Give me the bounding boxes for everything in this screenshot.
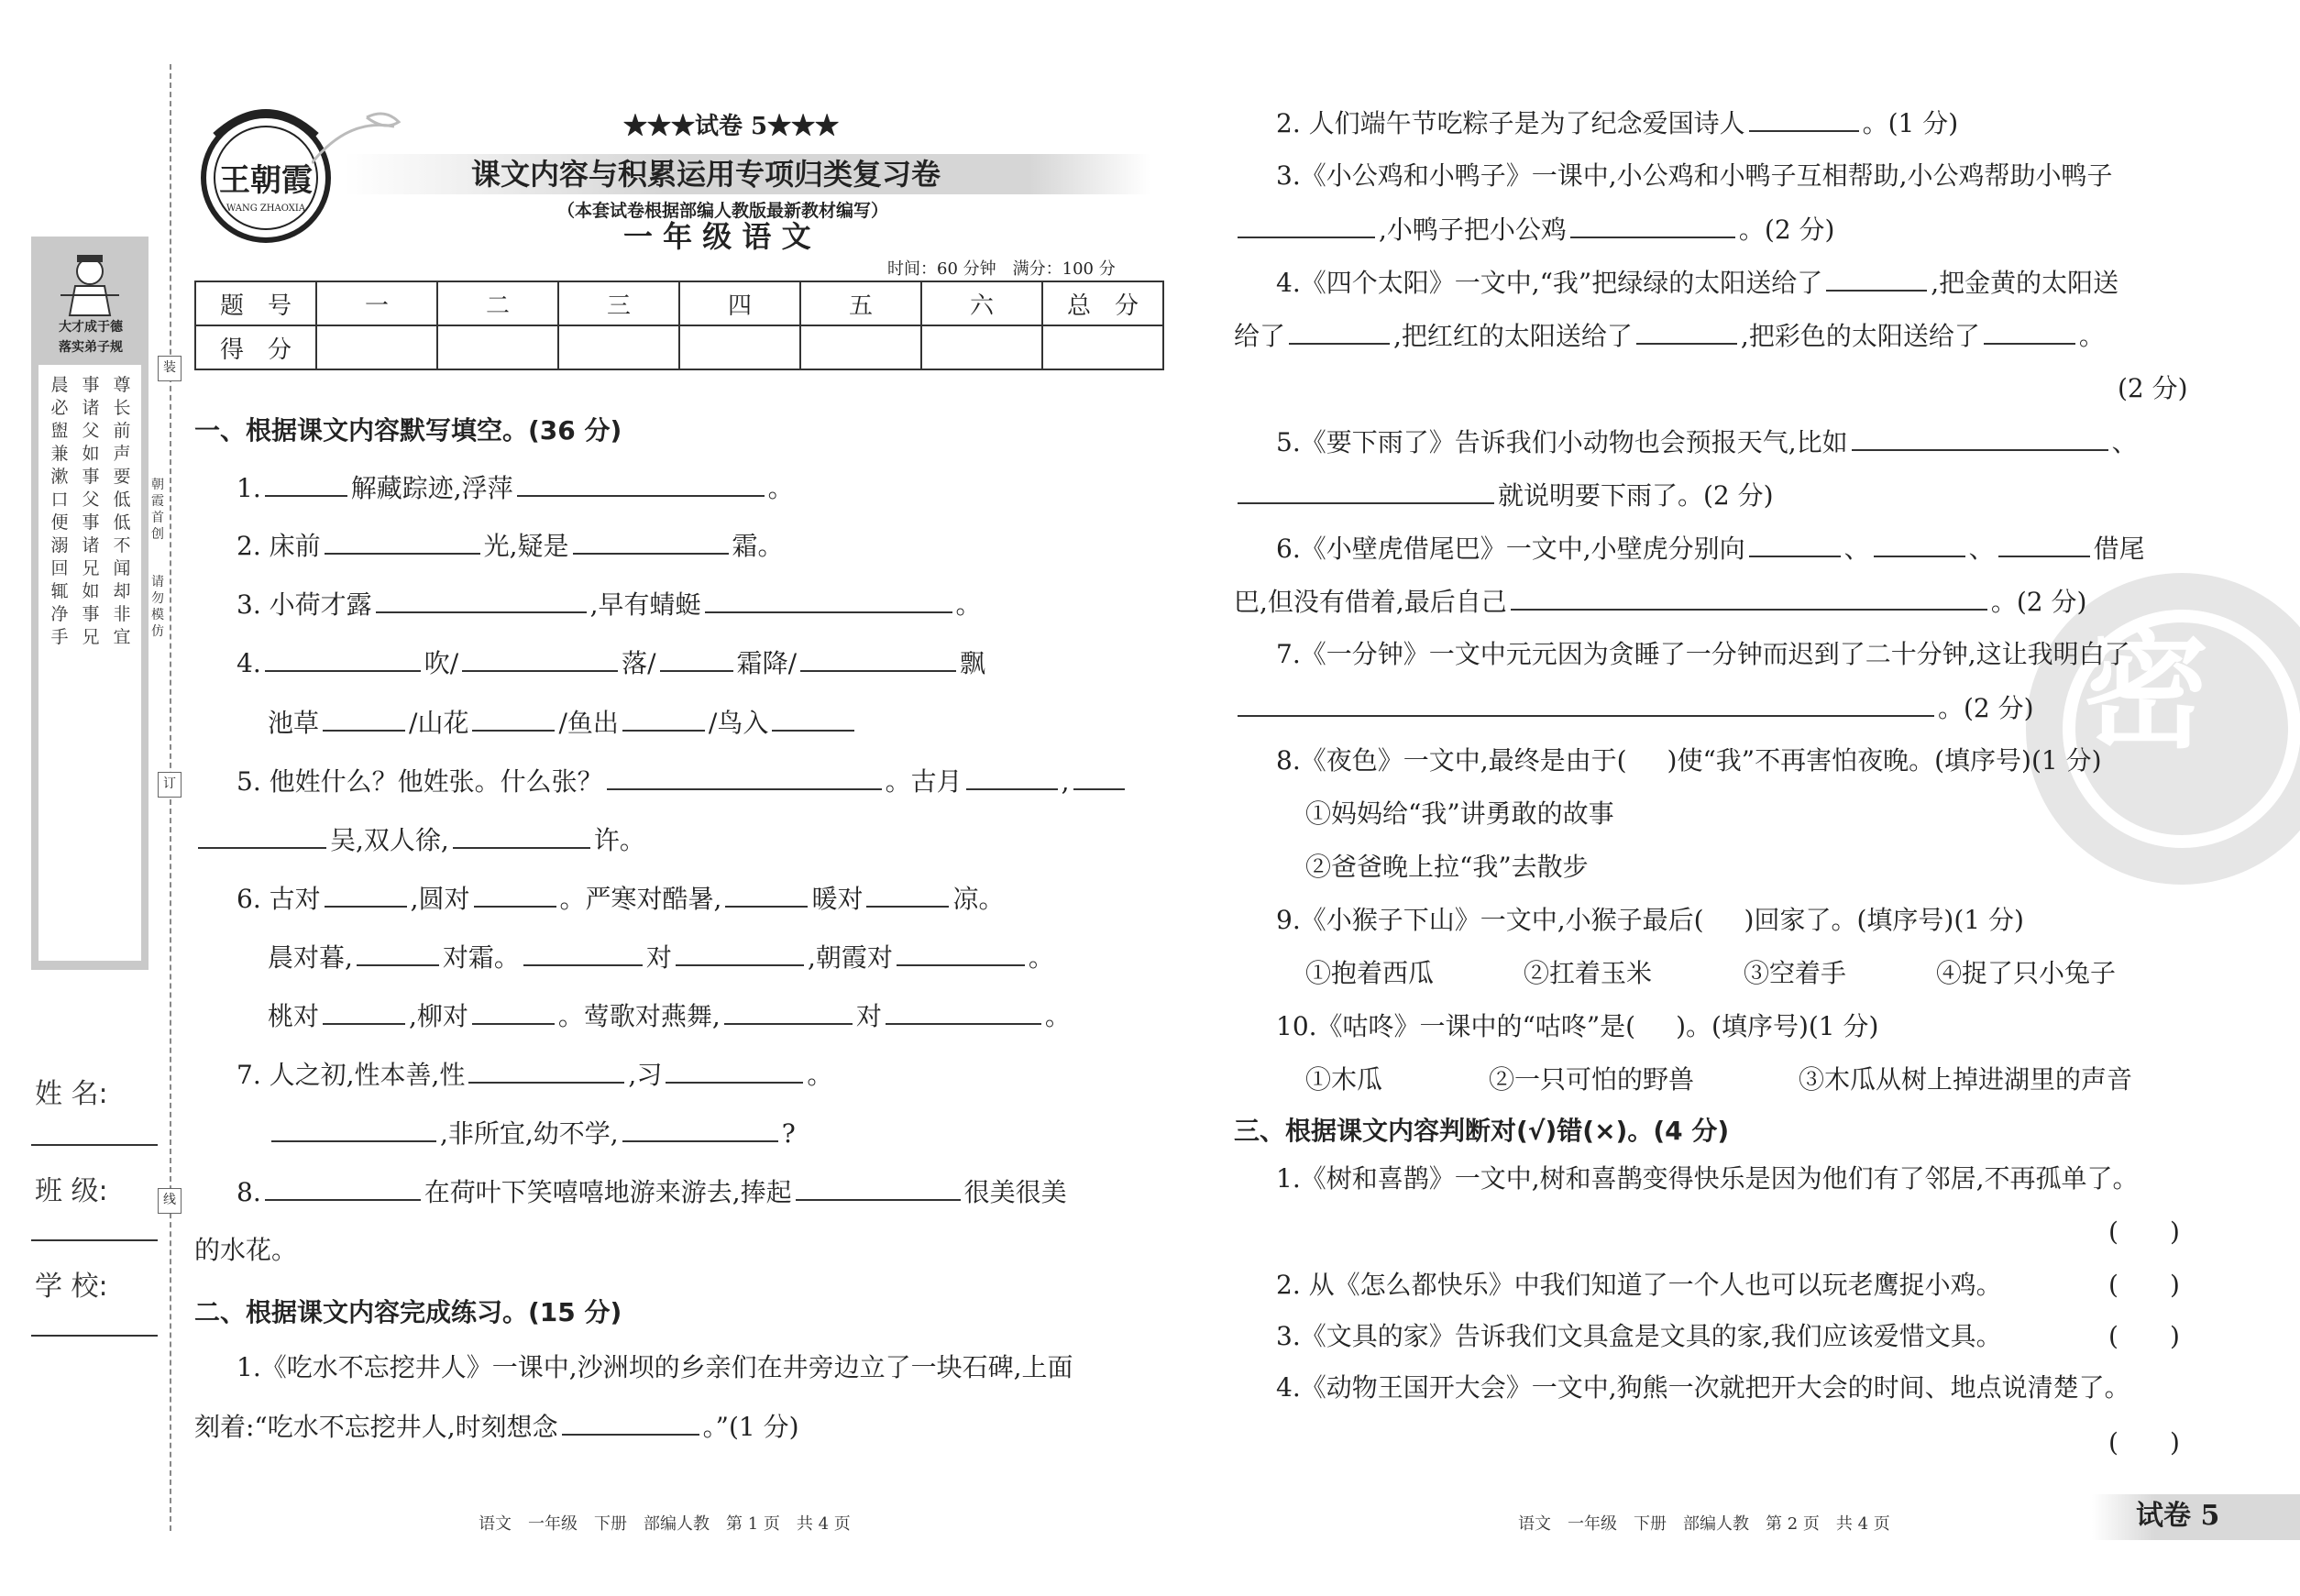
question-1-6-cont-2 <box>268 999 1071 1033</box>
question-2-3-cont <box>1234 213 1834 247</box>
score-table-header: 一 <box>316 281 437 325</box>
answer-blank[interactable] <box>724 999 853 1025</box>
answer-blank[interactable] <box>323 706 405 732</box>
q-text: 、 <box>2111 427 2138 457</box>
question-2-10 <box>1276 1010 1878 1043</box>
q-text: 飘 <box>960 648 986 678</box>
q-text: 。 <box>955 589 982 620</box>
q-text: 解藏踪迹,浮萍 <box>350 473 513 503</box>
footer-left: 语文 一年级 下册 部编人教 第 1 页 共 4 页 <box>479 1514 851 1534</box>
answer-blank[interactable] <box>866 882 949 908</box>
paper-number: ★★★试卷 5★★★ <box>623 113 840 140</box>
q-text: ,圆对 <box>410 884 470 914</box>
q-text: 9.《小猴子下山》一文中,小猴子最后( <box>1276 905 1704 935</box>
q-text: 给了 <box>1234 321 1286 351</box>
score-cell[interactable] <box>800 325 921 369</box>
q-text: 光,疑是 <box>483 531 569 561</box>
q-text: 对 <box>645 942 672 973</box>
question-2-8-option-1: ①妈妈给“我”讲勇敢的故事 <box>1305 798 1614 829</box>
q-text: 桃对 <box>268 1001 320 1031</box>
answer-blank[interactable] <box>772 706 854 732</box>
q-text: 。”(1 分) <box>702 1412 799 1442</box>
question-2-9-option-1: ①抱着西瓜 <box>1305 958 1435 988</box>
score-table <box>194 281 1164 370</box>
score-cell[interactable] <box>679 325 800 369</box>
question-1-5-cont <box>194 823 645 857</box>
school-label: 学 校: <box>35 1271 108 1303</box>
answer-blank[interactable] <box>265 471 347 497</box>
question-1-1 <box>237 471 794 505</box>
scholar-figure-icon <box>53 244 127 317</box>
question-2-7-cont <box>1234 691 2034 725</box>
paper-subtitle: （本套试卷根据部编人教版最新教材编写） <box>557 201 889 221</box>
q-text: ,小鸭子把小公鸡 <box>1379 215 1567 245</box>
question-2-4-score: (2 分) <box>2118 373 2188 403</box>
proverb-column: 晨必盥兼漱口便溺回辄净手 <box>50 375 69 647</box>
q-text: 。(2 分) <box>1938 693 2034 723</box>
answer-blank[interactable] <box>265 646 421 672</box>
section-3-title: 三、根据课文内容判断对(√)错(×)。(4 分) <box>1234 1116 1730 1146</box>
q-text: 3. 小荷才露 <box>237 589 372 620</box>
paren-left: ( <box>2108 1216 2118 1247</box>
answer-blank[interactable] <box>1826 266 1927 292</box>
q-text: )使“我”不再害怕夜晚。(填序号)(1 分) <box>1667 745 2102 776</box>
q-text: 落/ <box>622 648 656 678</box>
answer-blank[interactable] <box>1984 319 2075 345</box>
q-text: 霜降/ <box>736 648 798 678</box>
q-text: 5. 他姓什么？他姓张。什么张？ <box>237 766 603 797</box>
q-text: 晨对暮, <box>268 942 353 973</box>
answer-blank[interactable] <box>796 1175 961 1201</box>
answer-blank[interactable] <box>705 588 952 613</box>
q-text: 借尾 <box>2093 534 2145 564</box>
question-2-9 <box>1276 904 2024 937</box>
question-2-8 <box>1276 744 2102 777</box>
q-text: 4.《四个太阳》一文中,“我”把绿绿的太阳送给了 <box>1276 268 1823 298</box>
q-text: 。 <box>807 1060 833 1090</box>
sidebar-proverb-panel <box>39 365 141 961</box>
paren-right: ) <box>2169 1270 2180 1300</box>
answer-blank[interactable] <box>1998 532 2090 557</box>
q-text: ,柳对 <box>409 1001 468 1031</box>
logo-subtext: WANG ZHAOXIA <box>226 204 306 214</box>
q-text: ,把红红的太阳送给了 <box>1393 321 1633 351</box>
q-text: 霜。 <box>732 531 784 561</box>
answer-blank[interactable] <box>265 1175 421 1201</box>
q-text: 。 <box>767 473 794 503</box>
question-2-4-cont <box>1234 319 2105 353</box>
q-text: 。(2 分) <box>1990 587 2087 617</box>
vertical-note-2: 请勿模仿 <box>151 575 164 639</box>
question-1-4 <box>237 646 985 680</box>
section-2-title: 二、根据课文内容完成练习。(15 分) <box>194 1297 622 1327</box>
answer-blank[interactable] <box>1238 691 1934 717</box>
sidebar-motto-2: 落实弟子规 <box>59 340 123 355</box>
page-tab-label: 试卷 5 <box>2136 1500 2220 1532</box>
question-1-5 <box>237 765 1128 798</box>
answer-blank[interactable] <box>607 765 882 790</box>
class-label: 班 级: <box>35 1175 108 1207</box>
answer-blank[interactable] <box>666 1058 803 1084</box>
paren-left: ( <box>2108 1270 2118 1300</box>
q-text: /山花 <box>409 708 469 738</box>
answer-blank[interactable] <box>1749 532 1841 557</box>
answer-blank[interactable] <box>271 1117 436 1142</box>
sidebar-proverb-strip <box>31 237 149 970</box>
q-text: 8. <box>237 1177 261 1207</box>
q-text: , <box>1061 766 1070 797</box>
q-text: 对霜。 <box>442 942 520 973</box>
answer-blank[interactable] <box>573 529 729 555</box>
confidential-stamp <box>2026 573 2300 885</box>
question-3-2: 2. 从《怎么都快乐》中我们知道了一个人也可以玩老鹰捉小鸡。 <box>1276 1270 2002 1300</box>
answer-blank[interactable] <box>1636 319 1737 345</box>
q-text: 很美很美 <box>963 1177 1067 1207</box>
score-table-row-label: 得 分 <box>195 325 316 369</box>
name-field[interactable] <box>31 1144 158 1146</box>
q-text: 。 <box>1044 1001 1071 1031</box>
answer-blank[interactable] <box>472 706 555 732</box>
question-2-10-option-3: ③木瓜从树上掉进湖里的声音 <box>1799 1064 2133 1095</box>
judge-paren[interactable] <box>2108 1320 2180 1353</box>
paren-left: ( <box>2108 1427 2118 1458</box>
score-table-header: 二 <box>437 281 558 325</box>
question-3-4: 4.《动物王国开大会》一文中,狗熊一次就把开大会的时间、地点说清楚了。 <box>1276 1372 2130 1403</box>
q-text: 1. <box>237 473 261 503</box>
q-text: 6.《小壁虎借尾巴》一文中,小壁虎分别向 <box>1276 534 1745 564</box>
q-text: 巴,但没有借着,最后自己 <box>1234 587 1507 617</box>
paren-right: ) <box>2169 1216 2180 1247</box>
q-text: ,把金黄的太阳送 <box>1931 268 2119 298</box>
question-2-9-option-2: ②扛着玉米 <box>1524 958 1653 988</box>
question-2-2 <box>1276 106 1958 140</box>
answer-blank[interactable] <box>966 765 1058 790</box>
q-text: 许。 <box>593 825 645 855</box>
question-2-6 <box>1276 532 2145 566</box>
paper-title: 课文内容与积累运用专项归类复习卷 <box>471 157 941 192</box>
q-text: 、 <box>1843 534 1870 564</box>
grade-subject: 一 年 级 语 文 <box>623 219 811 254</box>
question-1-7 <box>237 1058 832 1092</box>
q-text: 暖对 <box>811 884 864 914</box>
answer-blank[interactable] <box>517 471 765 497</box>
question-3-3: 3.《文具的家》告诉我们文具盒是文具的家,我们应该爱惜文具。 <box>1276 1321 2002 1351</box>
q-text: /鸟入 <box>708 708 769 738</box>
question-2-5-cont <box>1234 479 1774 512</box>
answer-blank[interactable] <box>660 646 733 672</box>
score-cell[interactable] <box>437 325 558 369</box>
score-cell[interactable] <box>1042 325 1163 369</box>
q-text: 池草 <box>268 708 320 738</box>
answer-blank[interactable] <box>198 823 326 849</box>
answer-blank[interactable] <box>376 588 587 613</box>
answer-blank[interactable] <box>622 706 705 732</box>
name-label: 姓 名: <box>35 1078 108 1110</box>
stamp-character: 密 <box>2081 617 2210 766</box>
answer-blank[interactable] <box>800 646 956 672</box>
class-field[interactable] <box>31 1239 158 1241</box>
q-text: 5.《要下雨了》告诉我们小动物也会预报天气,比如 <box>1276 427 1848 457</box>
answer-blank[interactable] <box>622 1117 778 1142</box>
question-2-4 <box>1276 266 2118 300</box>
answer-blank[interactable] <box>325 529 480 555</box>
q-text: 刻着:“吃水不忘挖井人,时刻想念 <box>194 1412 558 1442</box>
q-text: )回家了。(填序号)(1 分) <box>1744 905 2024 935</box>
answer-blank[interactable] <box>474 882 556 908</box>
q-text: 吴,双人徐, <box>330 825 449 855</box>
question-2-5 <box>1276 425 2138 459</box>
score-table-header: 五 <box>800 281 921 325</box>
question-2-6-cont <box>1234 585 2086 619</box>
proverb-column: 事诸父如事父事诸兄如事兄 <box>82 375 100 647</box>
answer-blank[interactable] <box>1874 532 1965 557</box>
q-text: 。(2 分) <box>1738 215 1835 245</box>
question-2-10-option-2: ②一只可怕的野兽 <box>1489 1064 1695 1095</box>
q-text: /鱼出 <box>558 708 619 738</box>
answer-blank[interactable] <box>1238 479 1494 504</box>
judge-paren[interactable] <box>2108 1426 2180 1459</box>
sidebar-motto-1: 大才成于德 <box>59 320 123 335</box>
q-text: 10.《咕咚》一课中的“咕咚”是( <box>1276 1011 1636 1041</box>
vertical-note-1: 朝霞首创 <box>151 478 164 542</box>
answer-blank[interactable] <box>1570 213 1735 238</box>
answer-blank[interactable] <box>453 823 590 849</box>
q-text: ,习 <box>628 1060 663 1090</box>
question-1-7-cont <box>268 1117 796 1150</box>
answer-blank[interactable] <box>357 941 439 966</box>
bind-mark-zhuang: 装 <box>158 356 182 381</box>
answer-blank[interactable] <box>472 999 555 1025</box>
question-3-1: 1.《树和喜鹊》一文中,树和喜鹊变得快乐是因为他们有了邻居,不再孤单了。 <box>1276 1163 2139 1194</box>
question-1-2 <box>237 529 784 563</box>
question-2-7: 7.《一分钟》一文中元元因为贪睡了一分钟而迟到了二十分钟,这让我明白了 <box>1276 639 2130 669</box>
score-cell[interactable] <box>921 325 1042 369</box>
bind-mark-ding: 订 <box>158 772 182 798</box>
answer-blank[interactable] <box>462 646 618 672</box>
q-text: 。(1 分) <box>1862 108 1959 138</box>
binding-dashed-line <box>170 64 171 1531</box>
q-text: 凉。 <box>952 884 1005 914</box>
q-text: ,把彩色的太阳送给了 <box>1740 321 1980 351</box>
q-text: 。古月 <box>885 766 963 797</box>
score-cell[interactable] <box>316 325 437 369</box>
q-text: 6. 古对 <box>237 884 321 914</box>
question-2-1-cont <box>194 1410 799 1444</box>
question-2-1: 1.《吃水不忘挖井人》一课中,沙洲坝的乡亲们在井旁边立了一块石碑,上面 <box>237 1352 1073 1382</box>
answer-blank[interactable] <box>1073 765 1125 790</box>
q-text: 2. 人们端午节吃粽子是为了纪念爱国诗人 <box>1276 108 1745 138</box>
school-field[interactable] <box>31 1335 158 1337</box>
q-text: 就说明要下雨了。(2 分) <box>1498 480 1774 511</box>
q-text: ? <box>781 1118 796 1149</box>
question-2-10-option-1: ①木瓜 <box>1305 1064 1383 1095</box>
answer-blank[interactable] <box>468 1058 624 1084</box>
q-text: )。(填序号)(1 分) <box>1676 1011 1879 1041</box>
q-text: 7. 人之初,性本善,性 <box>237 1060 466 1090</box>
q-text: 。 <box>1028 942 1054 973</box>
q-text: 、 <box>1968 534 1995 564</box>
paren-right: ) <box>2169 1321 2180 1351</box>
answer-blank[interactable] <box>1511 585 1987 611</box>
q-text: 吹/ <box>424 648 459 678</box>
answer-blank[interactable] <box>523 941 643 966</box>
score-cell[interactable] <box>558 325 679 369</box>
bind-mark-xian: 线 <box>158 1188 182 1214</box>
score-table-header: 题 号 <box>195 281 316 325</box>
question-1-6-cont-1 <box>268 941 1054 974</box>
paren-right: ) <box>2169 1427 2180 1458</box>
q-text: 。严寒对酷暑, <box>559 884 722 914</box>
answer-blank[interactable] <box>897 941 1025 966</box>
q-text: 在荷叶下笑嘻嘻地游来游去,捧起 <box>424 1177 792 1207</box>
score-table-header: 六 <box>921 281 1042 325</box>
score-table-header: 总 分 <box>1042 281 1163 325</box>
question-1-8-cont: 的水花。 <box>194 1235 298 1265</box>
q-text: 2. 床前 <box>237 531 321 561</box>
question-1-3 <box>237 588 982 622</box>
q-text: 。 <box>2078 321 2105 351</box>
question-2-3: 3.《小公鸡和小鸭子》一课中,小公鸡和小鸭子互相帮助,小公鸡帮助小鸭子 <box>1276 160 2113 191</box>
answer-blank[interactable] <box>1238 213 1375 238</box>
paren-left: ( <box>2108 1321 2118 1351</box>
question-2-9-option-3: ③空着手 <box>1744 958 1847 988</box>
proverb-column: 尊长前声要低低不闻却非宜 <box>113 375 131 647</box>
answer-blank[interactable] <box>676 941 804 966</box>
judge-paren[interactable] <box>2108 1269 2180 1302</box>
q-text: 8.《夜色》一文中,最终是由于( <box>1276 745 1627 776</box>
question-2-9-option-4: ④捉了只小兔子 <box>1936 958 2117 988</box>
answer-blank[interactable] <box>562 1410 699 1436</box>
q-text: 4. <box>237 648 261 678</box>
answer-blank[interactable] <box>886 999 1041 1025</box>
question-1-8 <box>237 1175 1067 1209</box>
judge-paren[interactable] <box>2108 1216 2180 1249</box>
answer-blank[interactable] <box>725 882 808 908</box>
q-text: ,非所宜,幼不学, <box>440 1118 619 1149</box>
logo-text: 王朝霞 <box>219 162 313 199</box>
q-text: 对 <box>855 1001 882 1031</box>
question-2-8-option-2: ②爸爸晚上拉“我”去散步 <box>1305 852 1589 882</box>
q-text: 。莺歌对燕舞, <box>557 1001 721 1031</box>
answer-blank[interactable] <box>1852 425 2108 451</box>
time-score-info: 时间：60 分钟 满分：100 分 <box>887 259 1116 279</box>
answer-blank[interactable] <box>325 882 407 908</box>
score-table-header: 四 <box>679 281 800 325</box>
answer-blank[interactable] <box>1749 106 1859 132</box>
q-text: ,早有蜻蜓 <box>589 589 701 620</box>
score-table-header: 三 <box>558 281 679 325</box>
answer-blank[interactable] <box>323 999 405 1025</box>
section-1-title: 一、根据课文内容默写填空。(36 分) <box>194 415 622 446</box>
footer-right: 语文 一年级 下册 部编人教 第 2 页 共 4 页 <box>1518 1514 1890 1534</box>
answer-blank[interactable] <box>1289 319 1390 345</box>
question-1-6 <box>237 882 1004 916</box>
q-text: ,朝霞对 <box>807 942 893 973</box>
question-1-4-cont <box>268 706 858 740</box>
